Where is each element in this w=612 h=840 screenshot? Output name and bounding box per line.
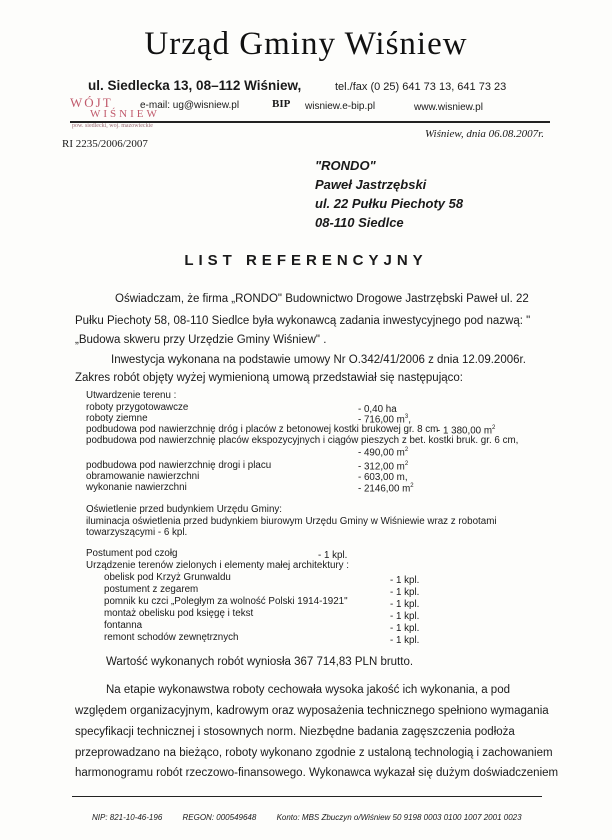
- architecture-item-value: - 1 kpl.: [390, 575, 420, 586]
- works-section-header: Utwardzenie terenu :: [86, 390, 177, 401]
- work-item-label: roboty ziemne: [86, 413, 148, 424]
- architecture-item-label: postument z zegarem: [104, 584, 199, 595]
- work-item-label: podbudowa pod nawierzchnię placów ekspozycyjnych i ciągów pieszych z bet. kostki bruk. gr. 6 cm,: [86, 435, 519, 446]
- footer-info: [92, 813, 540, 822]
- email-address: e-mail: ug@wisniew.pl: [140, 100, 240, 111]
- architecture-item-label: montaż obelisku pod księgę i tekst: [104, 608, 254, 619]
- lighting-line-2: towarzyszącymi - 6 kpl.: [86, 527, 188, 538]
- work-item-label: obramowanie nawierzchni: [86, 471, 200, 482]
- work-item-value: - 312,00 $m^2$: [358, 461, 409, 473]
- stamp-line-3: pow. siedlecki, woj. mazowieckie: [72, 123, 153, 129]
- architecture-item-label: fontanna: [104, 620, 143, 631]
- footer-nip: NIP: 821-10-46-196: [92, 813, 163, 822]
- architecture-item-label: pomnik ku czci „Poległym za wolność Polski 1914-1921": [104, 596, 348, 607]
- lighting-line-1: iluminacja oświetlenia przed budynkiem biurowym Urzędu Gminy w Wiśniewie wraz z robotami: [86, 516, 497, 527]
- architecture-item-value: - 1 kpl.: [390, 611, 420, 622]
- work-item-value: - 490,00 $m^2$: [358, 447, 409, 459]
- closing-line-2: względem organizacyjnym, kadrowym oraz wyposażenia technicznego spełniono wymagania: [75, 705, 549, 717]
- architecture-item-label: obelisk pod Krzyż Grunwaldu: [104, 572, 231, 583]
- stamp-line-2: WIŚNIEW: [90, 108, 160, 120]
- stamp-line-1: WÓJT: [70, 95, 113, 110]
- closing-line-3: specyfikacji technicznej i stosownych norm. Niezbędne badania zagęszczenia podłoża: [75, 726, 515, 738]
- website-address: www.wisniew.pl: [414, 102, 483, 113]
- architecture-item-label: remont schodów zewnętrznych: [104, 632, 239, 643]
- pedestal-label: Postument pod czołg: [86, 548, 178, 559]
- footer-divider: [72, 796, 542, 797]
- letterhead-title: Urząd Gminy Wiśniew: [144, 26, 468, 62]
- phone-fax: tel./fax (0 25) 641 73 13, 641 73 23: [335, 81, 507, 93]
- intro-line-1: Oświadczam, że firma „RONDO" Budownictwo Drogowe Jastrzębski Paweł ul. 22: [115, 293, 529, 305]
- architecture-item-value: - 1 kpl.: [390, 623, 420, 634]
- office-address: ul. Siedlecka 13, 08–112 Wiśniew,: [88, 78, 302, 93]
- recipient-company: "RONDO": [315, 158, 376, 173]
- closing-line-1: Na etapie wykonawstwa roboty cechowała wysoka jakość ich wykonania, a pod: [106, 684, 510, 696]
- work-item-value: - 0,40 ha: [358, 404, 397, 415]
- footer-regon: REGON: 000549648: [182, 813, 257, 822]
- work-item-value: - 2146,00 $m^2$: [358, 483, 414, 495]
- total-value-line: Wartość wykonanych robót wyniosła 367 714,83 PLN brutto.: [106, 656, 414, 668]
- reference-number: RI 2235/2006/2007: [62, 138, 148, 150]
- work-item-label: podbudowa pod nawierzchnię dróg i placów z betonowej kostki brukowej gr. 8 cm: [86, 424, 439, 435]
- closing-line-4: przeprowadzano na bieżąco, roboty wykonano zgodnie z ustaloną technologią i zachowaniem: [75, 747, 553, 759]
- architecture-item-value: - 1 kpl.: [390, 599, 420, 610]
- architecture-item-value: - 1 kpl.: [390, 587, 420, 598]
- greenery-section-header: Urządzenie terenów zielonych i elementy małej architektury :: [86, 560, 349, 571]
- work-item-label: wykonanie nawierzchni: [86, 482, 187, 493]
- letter-date: Wiśniew, dnia 06.08.2007r.: [425, 128, 544, 140]
- intro-line-4: Inwestycja wykonana na podstawie umowy Nr O.342/41/2006 z dnia 12.09.2006r.: [111, 354, 526, 366]
- intro-line-3: „Budowa skweru przy Urzędzie Gminy Wiśniew" .: [75, 334, 327, 346]
- recipient-street: ul. 22 Pułku Piechoty 58: [315, 196, 464, 211]
- work-item-value: - 603,00 m,: [358, 472, 408, 483]
- pedestal-value: - 1 kpl.: [318, 550, 348, 561]
- bip-address: wisniew.e-bip.pl: [305, 101, 376, 112]
- intro-line-2: Pułku Piechoty 58, 08-110 Siedlce była wykonawcą zadania inwestycyjnego pod nazwą: ": [75, 315, 531, 327]
- work-item-label: podbudowa pod nawierzchnię drogi i placu: [86, 460, 272, 471]
- letter-heading: LIST REFERENCYJNY: [184, 252, 428, 269]
- bip-logo-icon: BIP: [272, 98, 291, 110]
- work-item-value: - 716,00 $m^3$,: [358, 414, 411, 426]
- intro-line-5: Zakres robót objęty wyżej wymienioną umową przedstawiał się następująco:: [75, 372, 463, 384]
- recipient-person: Paweł Jastrzębski: [315, 177, 427, 192]
- header-divider: [70, 121, 550, 123]
- footer-bank-account: Konto: MBS Zbuczyn o/Wiśniew 50 9198 0003 0100 1007 2001 0023: [276, 813, 522, 822]
- work-item-label: roboty przygotowawcze: [86, 402, 189, 413]
- recipient-city: 08-110 Siedlce: [315, 215, 404, 230]
- closing-line-5: harmonogramu robót rzeczowo-finansowego. Wykonawca wykazał się dużym doświadczeniem: [75, 767, 559, 779]
- lighting-section-header: Oświetlenie przed budynkiem Urzędu Gminy:: [86, 504, 283, 515]
- work-item-value: - 1 380,00 $m^2$: [437, 425, 496, 437]
- architecture-item-value: - 1 kpl.: [390, 635, 420, 646]
